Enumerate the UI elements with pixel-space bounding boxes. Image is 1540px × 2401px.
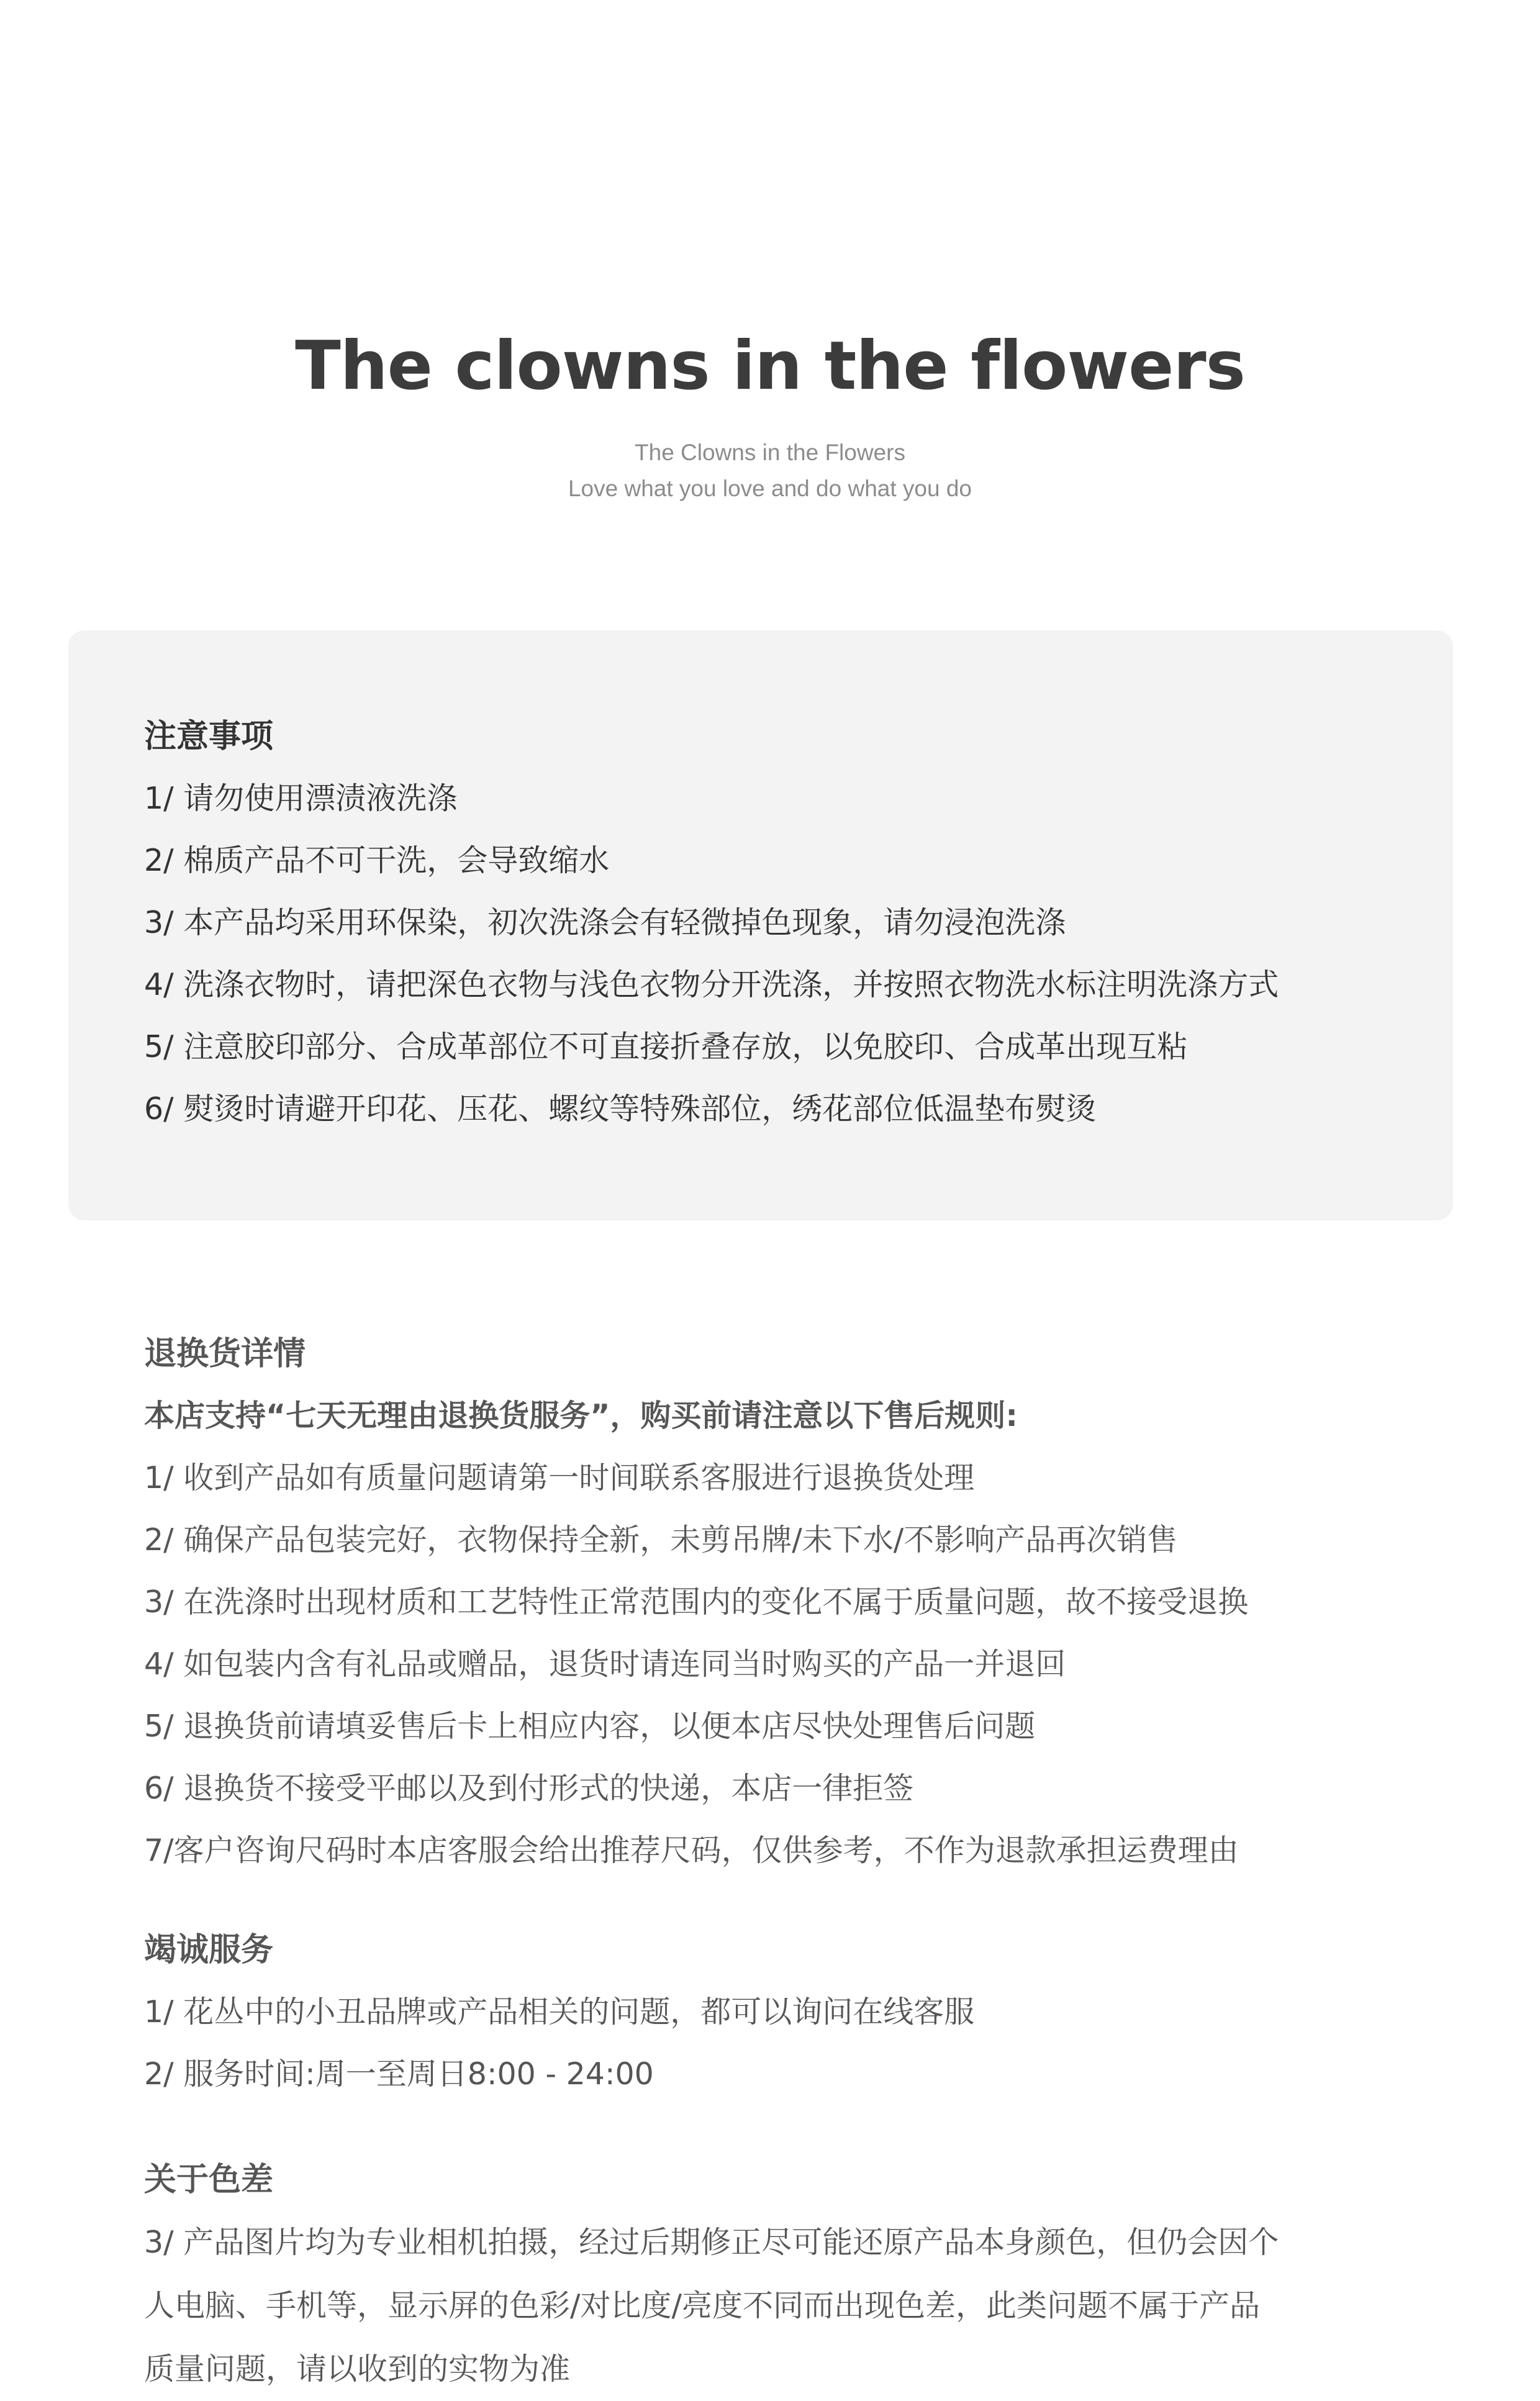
returns-item: 3/ 在洗涤时出现材质和工艺特性正常范围内的变化不属于质量问题，故不接受退换 — [144, 1584, 1249, 1620]
returns-heading: 退换货详情 — [144, 1335, 306, 1373]
color-paragraph — [144, 2211, 1392, 2401]
returns-section — [144, 1323, 1398, 1882]
returns-item: 4/ 如包装内含有礼品或赠品，退货时请连同当时购买的产品一并退回 — [144, 1646, 1066, 1682]
notice-heading: 注意事项 — [144, 718, 274, 755]
notice-section — [144, 706, 1398, 1140]
returns-item: 2/ 确保产品包装完好，衣物保持全新，未剪吊牌/未下水/不影响产品再次销售 — [144, 1522, 1178, 1558]
notice-item: 3/ 本产品均采用环保染，初次洗涤会有轻微掉色现象，请勿浸泡洗涤 — [144, 905, 1066, 940]
notice-item: 1/ 请勿使用漂渍液洗涤 — [144, 781, 458, 816]
brand-title: The clowns in the flowers — [295, 327, 1245, 405]
notice-item: 5/ 注意胶印部分、合成革部位不可直接折叠存放，以免胶印、合成革出现互粘 — [144, 1029, 1188, 1064]
color-line: 质量问题，请以收到的实物为准 — [144, 2351, 571, 2387]
notice-item: 4/ 洗涤衣物时，请把深色衣物与浅色衣物分开洗涤，并按照衣物洗水标注明洗涤方式 — [144, 967, 1279, 1002]
returns-item: 7/客户咨询尺码时本店客服会给出推荐尺码，仅供参考，不作为退款承担运费理由 — [144, 1833, 1239, 1868]
color-line: 人电脑、手机等，显示屏的色彩/对比度/亮度不同而出现色差，此类问题不属于产品 — [144, 2288, 1261, 2323]
returns-item: 6/ 退换货不接受平邮以及到付形式的快递，本店一律拒签 — [144, 1771, 914, 1806]
color-section — [144, 2149, 1398, 2401]
service-item: 2/ 服务时间:周一至周日8:00 - 24:00 — [144, 2056, 654, 2092]
notice-item: 2/ 棉质产品不可干洗，会导致缩水 — [144, 843, 610, 878]
subtitle-line-1: The Clowns in the Flowers — [635, 440, 905, 465]
returns-item: 5/ 退换货前请填妥售后卡上相应内容，以便本店尽快处理售后问题 — [144, 1709, 1036, 1744]
subtitle-line-2: Love what you love and do what you do — [568, 476, 972, 501]
service-heading: 竭诚服务 — [144, 1931, 274, 1969]
service-section — [144, 1919, 1398, 2105]
brand-subtitle — [0, 435, 1540, 507]
color-heading: 关于色差 — [144, 2161, 274, 2199]
service-item: 1/ 花丛中的小丑品牌或产品相关的问题，都可以询问在线客服 — [144, 1994, 975, 2030]
returns-item: 1/ 收到产品如有质量问题请第一时间联系客服进行退换货处理 — [144, 1460, 975, 1496]
color-line: 3/ 产品图片均为专业相机拍摄，经过后期修正尽可能还原产品本身颜色，但仍会因个 — [144, 2225, 1279, 2260]
notice-item: 6/ 熨烫时请避开印花、压花、螺纹等特殊部位，绣花部位低温垫布熨烫 — [144, 1091, 1097, 1127]
returns-intro: 本店支持“七天无理由退换货服务”，购买前请注意以下售后规则: — [144, 1398, 1018, 1433]
